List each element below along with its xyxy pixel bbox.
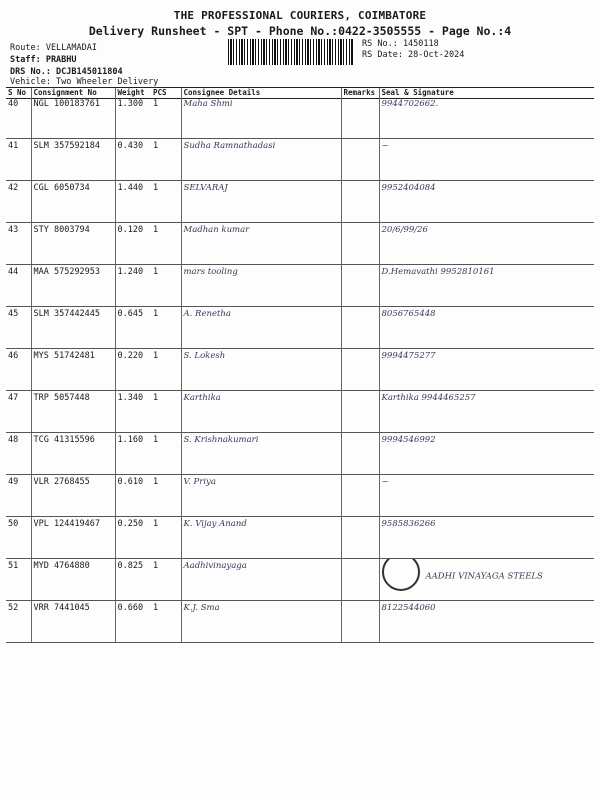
row-signature (379, 559, 594, 601)
row-weight: 1.440 (115, 181, 151, 223)
row-weight: 0.220 (115, 349, 151, 391)
row-sno: 51 (6, 559, 31, 601)
row-consignee: SELVARAJ (181, 181, 341, 223)
row-weight: 0.825 (115, 559, 151, 601)
row-consignment: VLR 2768455 (31, 475, 115, 517)
row-pcs: 1 (151, 391, 181, 433)
row-weight: 1.240 (115, 265, 151, 307)
table-row (6, 265, 594, 307)
table-row (6, 391, 594, 433)
row-pcs: 1 (151, 601, 181, 643)
row-sno: 47 (6, 391, 31, 433)
table-row (6, 601, 594, 643)
row-pcs: 1 (151, 475, 181, 517)
row-pcs: 1 (151, 517, 181, 559)
route-label: Route: VELLAMADAI (10, 43, 97, 53)
row-sno: 50 (6, 517, 31, 559)
row-consignment: MYS 51742481 (31, 349, 115, 391)
row-weight: 1.160 (115, 433, 151, 475)
col-consignee: Consignee Details (181, 88, 341, 97)
row-consignment: TRP 5057448 (31, 391, 115, 433)
row-pcs: 1 (151, 181, 181, 223)
table-row (6, 181, 594, 223)
row-remarks (341, 475, 379, 517)
row-sno: 46 (6, 349, 31, 391)
table-row (6, 223, 594, 265)
row-signature: 9944702662. (379, 97, 594, 139)
row-consignment: VPL 124419467 (31, 517, 115, 559)
row-remarks (341, 139, 379, 181)
company-title: THE PROFESSIONAL COURIERS, COIMBATORE (173, 9, 427, 22)
row-weight: 0.660 (115, 601, 151, 643)
row-remarks (341, 97, 379, 139)
table-row (6, 349, 594, 391)
row-weight: 0.645 (115, 307, 151, 349)
row-signature: 20/6/99/26 (379, 223, 594, 265)
row-signature: 9994475277 (379, 349, 594, 391)
row-consignee: S. Lokesh (181, 349, 341, 391)
row-remarks (341, 181, 379, 223)
table-row (6, 433, 594, 475)
row-consignee: mars tooling (181, 265, 341, 307)
row-consignment: MYD 4764880 (31, 559, 115, 601)
row-pcs: 1 (151, 433, 181, 475)
row-consignment: CGL 6050734 (31, 181, 115, 223)
table-header-row (6, 88, 594, 97)
row-remarks (341, 517, 379, 559)
runsheet-subtitle: Delivery Runsheet - SPT - Phone No.:0422-3505555 - Page No.:4 (88, 24, 512, 38)
table-row (6, 139, 594, 181)
row-consignee: Madhan kumar (181, 223, 341, 265)
row-remarks (341, 433, 379, 475)
row-pcs: 1 (151, 97, 181, 139)
row-signature: 8056765448 (379, 307, 594, 349)
row-remarks (341, 265, 379, 307)
row-weight: 1.340 (115, 391, 151, 433)
col-signature: Seal & Signature (381, 88, 454, 97)
staff-label: Staff: PRABHU (10, 55, 77, 65)
row-weight: 0.120 (115, 223, 151, 265)
col-consignment: Consignment No (31, 88, 115, 97)
row-remarks (341, 307, 379, 349)
row-consignment: MAA 575292953 (31, 265, 115, 307)
table-row (6, 517, 594, 559)
row-consignee: S. Krishnakumari (181, 433, 341, 475)
row-weight: 0.430 (115, 139, 151, 181)
col-sno: S No (6, 88, 31, 97)
barcode-image (228, 39, 354, 65)
row-remarks (341, 559, 379, 601)
table-body (6, 97, 594, 643)
table-row (6, 475, 594, 517)
row-signature: D.Hemavathi 9952810161 (379, 265, 594, 307)
row-weight: 0.610 (115, 475, 151, 517)
table-row (6, 307, 594, 349)
row-consignee: Maha Shmi (181, 97, 341, 139)
row-signature: 9952404084 (379, 181, 594, 223)
table-row (6, 559, 594, 601)
row-sno: 45 (6, 307, 31, 349)
row-consignee: Sudha Ramnathadasi (181, 139, 341, 181)
col-weight: Weight (117, 88, 145, 97)
row-pcs: 1 (151, 559, 181, 601)
row-signature: Karthika 9944465257 (379, 391, 594, 433)
row-pcs: 1 (151, 223, 181, 265)
row-consignment: STY 8003794 (31, 223, 115, 265)
row-consignment: TCG 41315596 (31, 433, 115, 475)
row-sno: 44 (6, 265, 31, 307)
row-signature: 9585836266 (379, 517, 594, 559)
row-consignee: V. Priya (181, 475, 341, 517)
row-consignment: VRR 7441045 (31, 601, 115, 643)
row-remarks (341, 223, 379, 265)
row-signature: ~ (379, 475, 594, 517)
row-consignment: SLM 357592184 (31, 139, 115, 181)
col-pcs: PCS (151, 88, 181, 97)
rs-number: RS No.: 1450118 (362, 39, 439, 49)
row-sno: 41 (6, 139, 31, 181)
row-signature: 9994546992 (379, 433, 594, 475)
drs-label: DRS No.: DCJB145011804 (10, 67, 123, 77)
row-consignment: NGL 100183761 (31, 97, 115, 139)
signature-text: AADHI VINAYAGA STEELS (425, 571, 543, 582)
row-remarks (341, 349, 379, 391)
row-sno: 42 (6, 181, 31, 223)
row-sno: 43 (6, 223, 31, 265)
row-remarks (341, 391, 379, 433)
row-signature: 8122544060 (379, 601, 594, 643)
row-sno: 49 (6, 475, 31, 517)
row-sno: 40 (6, 97, 31, 139)
row-pcs: 1 (151, 349, 181, 391)
row-consignee: Aadhivinayaga (181, 559, 341, 601)
runsheet-table (6, 88, 594, 643)
row-pcs: 1 (151, 307, 181, 349)
table-row (6, 97, 594, 139)
rs-date: RS Date: 28-Oct-2024 (362, 50, 465, 60)
row-sno: 52 (6, 601, 31, 643)
row-consignee: A. Renetha (181, 307, 341, 349)
row-pcs: 1 (151, 265, 181, 307)
row-sno: 48 (6, 433, 31, 475)
row-pcs: 1 (151, 139, 181, 181)
row-consignment: SLM 357442445 (31, 307, 115, 349)
row-consignee: K.J. Sma (181, 601, 341, 643)
row-consignee: K. Vijay Anand (181, 517, 341, 559)
row-consignee: Karthika (181, 391, 341, 433)
row-remarks (341, 601, 379, 643)
company-seal-icon (382, 559, 420, 592)
vehicle-label: Vehicle: Two Wheeler Delivery (10, 77, 159, 87)
row-weight: 0.250 (115, 517, 151, 559)
col-remarks: Remarks (341, 88, 379, 97)
row-weight: 1.300 (115, 97, 151, 139)
row-signature: ~ (379, 139, 594, 181)
